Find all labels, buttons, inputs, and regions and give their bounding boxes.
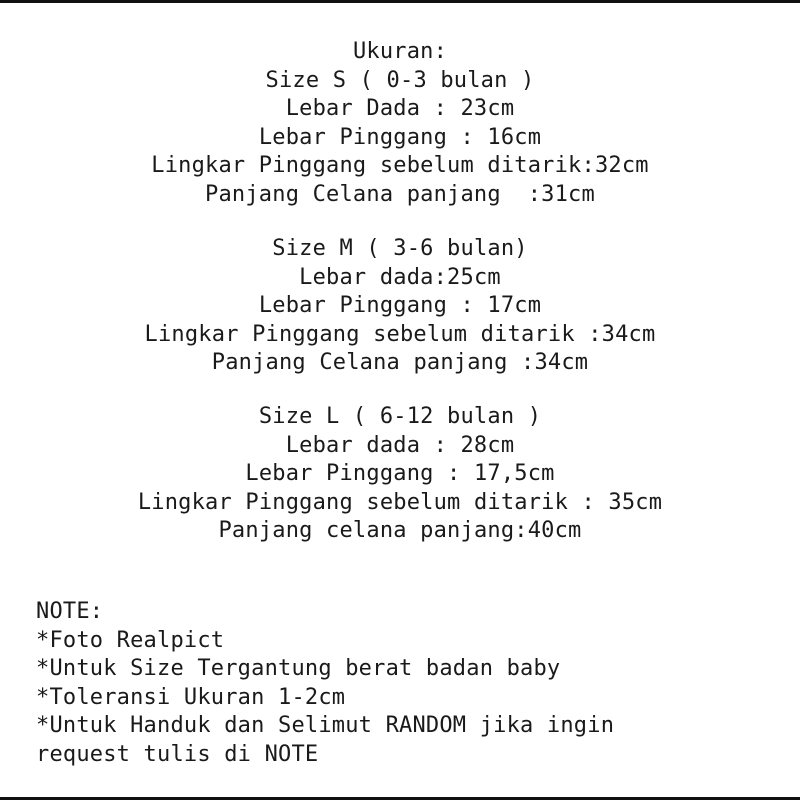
size-s-waist-circumference: Lingkar Pinggang sebelum ditarik:32cm xyxy=(151,153,649,178)
size-m-chest-width: Lebar dada:25cm xyxy=(299,264,501,290)
size-l-section xyxy=(0,403,800,546)
size-l-waist-width: Lebar Pinggang : 17,5cm xyxy=(245,461,555,486)
size-l-chest-width: Lebar dada : 28cm xyxy=(285,432,515,458)
size-m-pants-length: Panjang Celana panjang :34cm xyxy=(211,350,589,375)
size-l-waist-circumference: Lingkar Pinggang sebelum ditarik : 35cm xyxy=(137,489,663,515)
size-s-section xyxy=(0,38,800,209)
note-item: *Untuk Size Tergantung berat badan baby xyxy=(36,656,561,681)
note-item: *Toleransi Ukuran 1-2cm xyxy=(36,684,346,710)
size-m-title: Size M ( 3-6 bulan) xyxy=(272,236,528,261)
size-l-title: Size L ( 6-12 bulan ) xyxy=(258,404,542,429)
size-s-pants-length: Panjang Celana panjang :31cm xyxy=(205,181,595,207)
size-s-title: Size S ( 0-3 bulan ) xyxy=(265,67,535,93)
note-section xyxy=(36,598,776,769)
note-item: *Untuk Handuk dan Selimut RANDOM jika ingin xyxy=(36,713,615,738)
size-s-chest-width: Lebar Dada : 23cm xyxy=(285,96,515,121)
size-s-waist-width: Lebar Pinggang : 16cm xyxy=(258,124,542,150)
size-l-pants-length: Panjang celana panjang:40cm xyxy=(218,518,582,543)
note-item: *Foto Realpict xyxy=(36,627,225,653)
size-m-section xyxy=(0,235,800,378)
note-heading: NOTE: xyxy=(36,599,104,624)
size-m-waist-width: Lebar Pinggang : 17cm xyxy=(258,293,542,318)
top-border-line xyxy=(0,0,800,3)
note-item: request tulis di NOTE xyxy=(36,741,319,767)
size-heading: Ukuran: xyxy=(352,39,448,64)
size-m-waist-circumference: Lingkar Pinggang sebelum ditarik :34cm xyxy=(144,321,656,347)
